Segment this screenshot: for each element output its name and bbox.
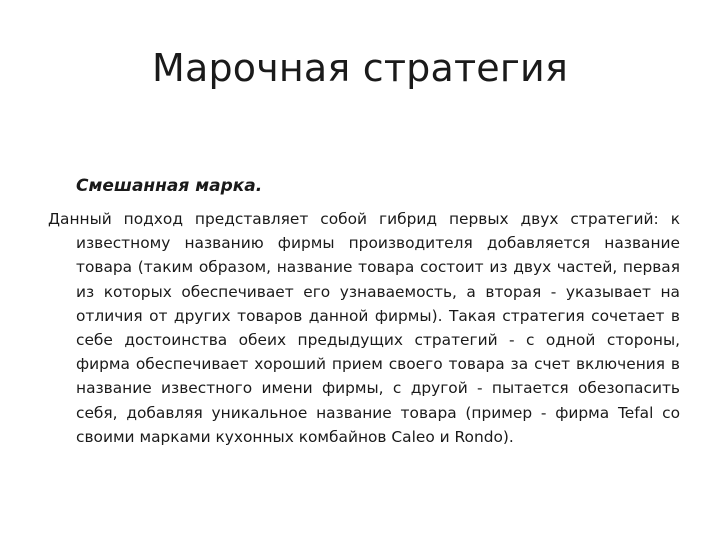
slide-title: Марочная стратегия — [151, 46, 569, 90]
slide-body-text: Данный подход представляет собой гибрид первых двух стратегий: к известному названию фирмы производителя добавляется название товара (таким образом, название товара состоит из двух частей, первая из которых обеспечивает его узнаваемость, а вторая - указывает на отличия от других товаров данной фирмы). Такая стратегия сочетает в себе достоинства обеих предыдущих стратегий - с одной стороны, фирма обеспечивает хороший прием своего товара за счет включения в название известного имени фирмы, с другой - пытается обезопасить себя, добавляя уникальное название товара (пример - фирма Tefal со своими марками кухонных комбайнов Caleo и Rondo). — [48, 210, 680, 446]
slide-subtitle: Смешанная марка. — [76, 176, 263, 196]
